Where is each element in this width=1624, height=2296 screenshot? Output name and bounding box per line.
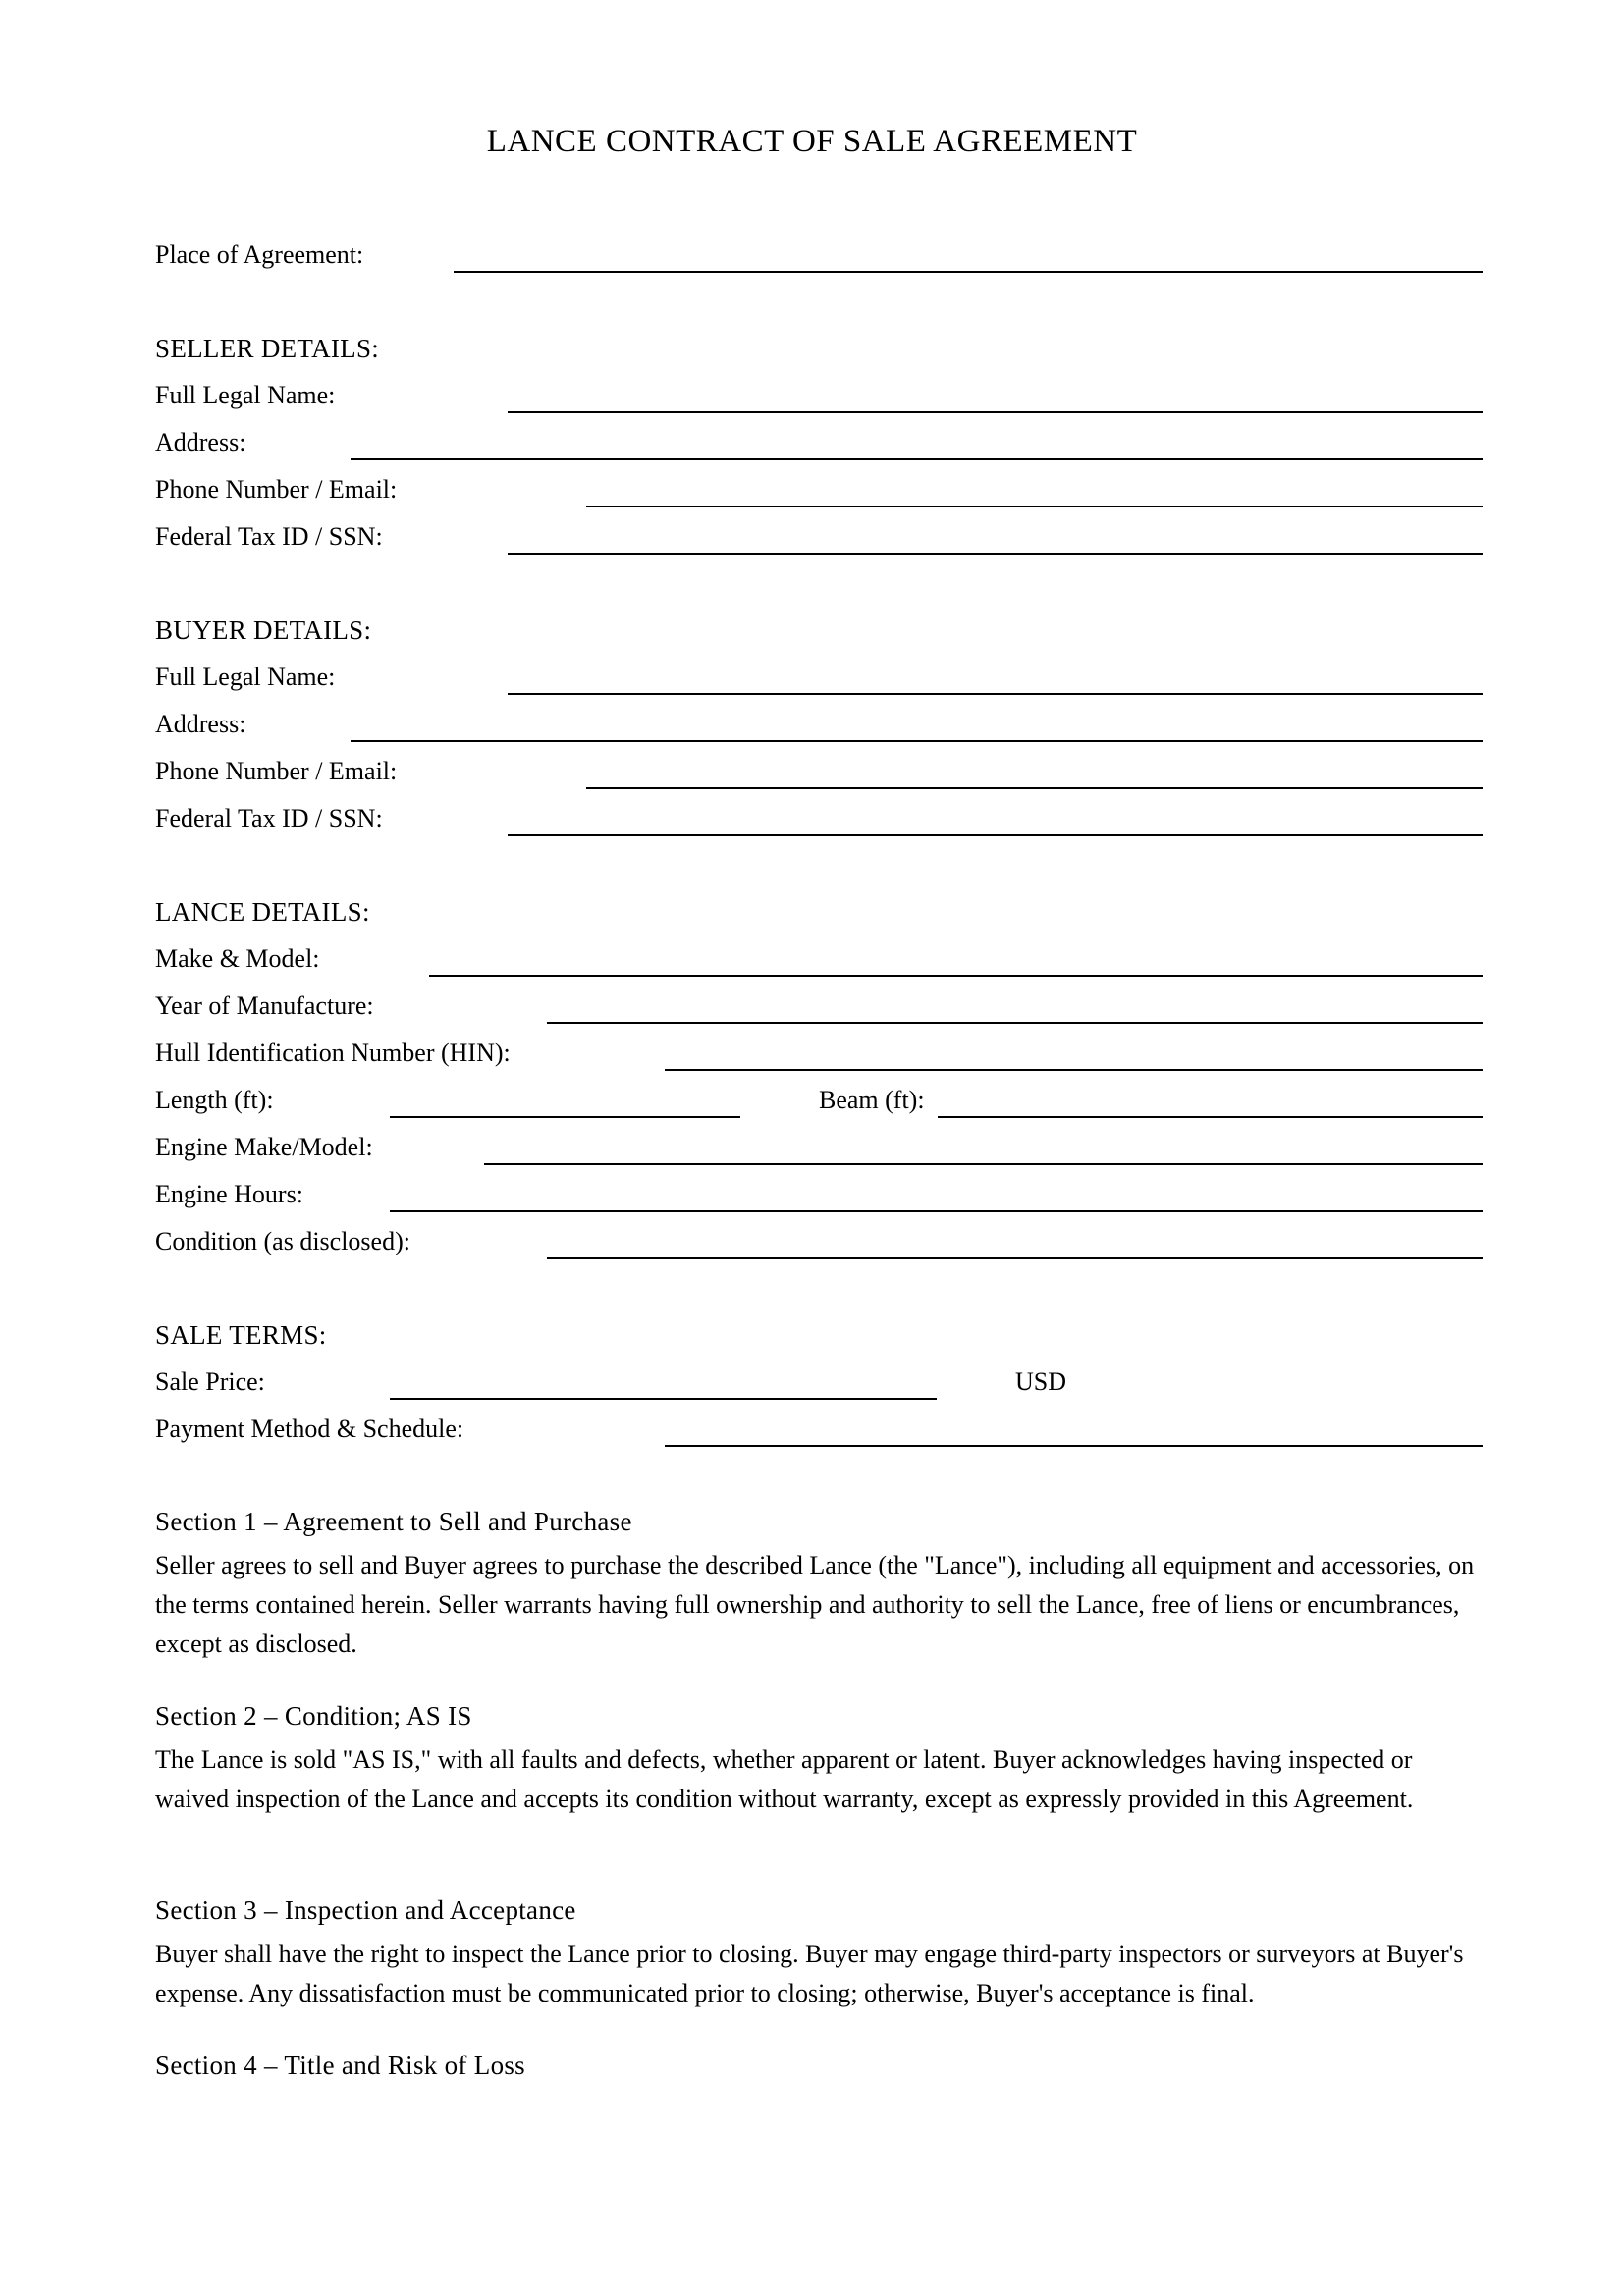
buyer-name-field[interactable] xyxy=(508,693,1483,695)
buyer-address-label: Address: xyxy=(155,710,246,738)
buyer-name-label: Full Legal Name: xyxy=(155,663,336,691)
sale-terms-heading: SALE TERMS: xyxy=(155,1320,327,1350)
buyer-tax-label: Federal Tax ID / SSN: xyxy=(155,804,383,832)
section-1-heading: Section 1 – Agreement to Sell and Purchase xyxy=(155,1507,632,1536)
buyer-details-heading: BUYER DETAILS: xyxy=(155,615,372,645)
payment-label: Payment Method & Schedule: xyxy=(155,1415,464,1443)
length-label: Length (ft): xyxy=(155,1086,274,1114)
year-field[interactable] xyxy=(547,1022,1483,1024)
payment-field[interactable] xyxy=(665,1445,1483,1447)
buyer-tax-field[interactable] xyxy=(508,834,1483,836)
place-of-agreement-label: Place of Agreement: xyxy=(155,240,364,269)
section-4-heading: Section 4 – Title and Risk of Loss xyxy=(155,2051,525,2080)
currency-label: USD xyxy=(1015,1367,1067,1396)
engine-hours-field[interactable] xyxy=(390,1210,1483,1212)
engine-label: Engine Make/Model: xyxy=(155,1133,373,1161)
seller-contact-field[interactable] xyxy=(586,506,1483,507)
sale-price-field[interactable] xyxy=(390,1398,937,1400)
section-3-heading: Section 3 – Inspection and Acceptance xyxy=(155,1896,576,1925)
year-label: Year of Manufacture: xyxy=(155,991,374,1020)
condition-label: Condition (as disclosed): xyxy=(155,1227,410,1255)
seller-tax-label: Federal Tax ID / SSN: xyxy=(155,522,383,551)
section-3-body: Buyer shall have the right to inspect the Lance prior to closing. Buyer may engage third-party inspectors or surveyors at Buyer's expense. Any dissatisfaction must be communicated prior to closing; otherwise, Buyer's acceptance is final. xyxy=(155,1940,1464,2007)
section-2-heading: Section 2 – Condition; AS IS xyxy=(155,1701,472,1731)
beam-label: Beam (ft): xyxy=(819,1086,925,1114)
seller-contact-label: Phone Number / Email: xyxy=(155,475,398,504)
make-model-field[interactable] xyxy=(429,975,1483,977)
seller-details-heading: SELLER DETAILS: xyxy=(155,334,380,363)
length-field[interactable] xyxy=(390,1116,740,1118)
condition-field[interactable] xyxy=(547,1257,1483,1259)
beam-field[interactable] xyxy=(938,1116,1483,1118)
hin-label: Hull Identification Number (HIN): xyxy=(155,1039,511,1067)
lance-details-heading: LANCE DETAILS: xyxy=(155,897,370,927)
engine-field[interactable] xyxy=(484,1163,1483,1165)
buyer-address-field[interactable] xyxy=(351,740,1483,742)
buyer-contact-field[interactable] xyxy=(586,787,1483,789)
section-1-body: Seller agrees to sell and Buyer agrees to purchase the described Lance (the "Lance"), including all equipment and accessories, on the terms contained herein. Seller warrants having full ownership and authority to sell the Lance, free of liens or encumbrances, except as disclosed. xyxy=(155,1551,1475,1658)
seller-address-label: Address: xyxy=(155,428,246,456)
seller-address-field[interactable] xyxy=(351,458,1483,460)
make-model-label: Make & Model: xyxy=(155,944,320,973)
seller-name-label: Full Legal Name: xyxy=(155,381,336,409)
seller-tax-field[interactable] xyxy=(508,553,1483,555)
buyer-contact-label: Phone Number / Email: xyxy=(155,757,398,785)
sale-price-label: Sale Price: xyxy=(155,1367,265,1396)
section-2-body: The Lance is sold "AS IS," with all faults and defects, whether apparent or latent. Buyer acknowledges having inspected or waived inspection of the Lance and accepts its condition without warranty, except as expressly provided in this Agreement. xyxy=(155,1745,1414,1813)
seller-name-field[interactable] xyxy=(508,411,1483,413)
document-title: LANCE CONTRACT OF SALE AGREEMENT xyxy=(486,124,1138,159)
place-of-agreement-field[interactable] xyxy=(454,271,1483,273)
hin-field[interactable] xyxy=(665,1069,1483,1071)
engine-hours-label: Engine Hours: xyxy=(155,1180,303,1208)
